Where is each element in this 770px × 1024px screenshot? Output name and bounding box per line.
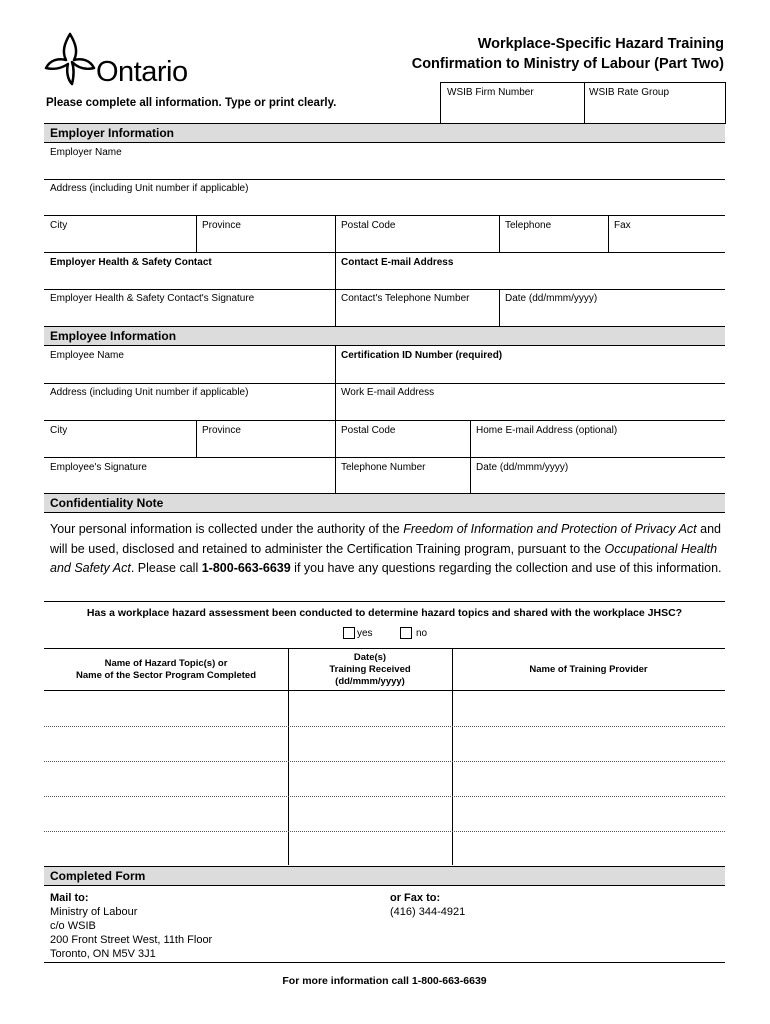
conf-text-1: Your personal information is collected under the authority of the: [50, 522, 404, 536]
training-date-header-line2: Training Received: [329, 664, 411, 675]
confidentiality-section-header: [44, 493, 725, 513]
hs-contact-field[interactable]: [44, 253, 335, 289]
contact-phone-label: Contact's Telephone Number: [341, 293, 470, 304]
employee-signature-label: Employee's Signature: [50, 462, 147, 473]
employer-date-field[interactable]: [499, 290, 725, 326]
home-email-label: Home E-mail Address (optional): [476, 425, 618, 436]
employer-postal-code-field[interactable]: [335, 216, 499, 252]
hs-contact-label: Employer Health & Safety Contact: [50, 257, 212, 268]
fax-number: (416) 344-4921: [390, 906, 466, 918]
fax-to-block: [390, 891, 465, 919]
completed-section-header: [44, 866, 725, 886]
confidentiality-text: [50, 520, 722, 579]
employee-date-field[interactable]: [470, 458, 725, 493]
hs-signature-label: Employer Health & Safety Contact's Signature: [50, 293, 255, 304]
employee-telephone-field[interactable]: [335, 458, 470, 493]
form-title-line2: Confirmation to Ministry of Labour (Part Two): [411, 56, 724, 72]
assessment-question: Has a workplace hazard assessment been conducted to determine hazard topics and shared with the workplace JHSC?: [86, 607, 683, 619]
employee-date-label: Date (dd/mmm/yyyy): [476, 462, 569, 473]
training-provider-header: [452, 664, 725, 676]
table-row[interactable]: [44, 797, 725, 830]
mail-address-line3: 200 Front Street West, 11th Floor: [50, 934, 213, 946]
divider: [44, 648, 725, 649]
conf-phone: 1-800-663-6639: [201, 561, 291, 575]
employee-postal-code-field[interactable]: [335, 421, 470, 457]
employer-telephone-field[interactable]: [499, 216, 608, 252]
employer-telephone-label: Telephone: [505, 220, 552, 231]
instructions: Please complete all information. Type or print clearly.: [46, 97, 337, 109]
divider: [196, 421, 197, 457]
conf-text-7: if you have any questions regarding the collection and use of this information.: [290, 561, 722, 575]
conf-text-4: Occupational Health and Safety Act: [50, 541, 718, 575]
training-date-header-line1: Date(s): [353, 652, 387, 663]
mail-address-line4: Toronto, ON M5V 3J1: [50, 948, 156, 960]
employer-postal-code-label: Postal Code: [341, 220, 396, 231]
conf-text-2: Freedom of Information and Protection of Privacy Act: [403, 522, 697, 536]
employee-province-field[interactable]: [196, 421, 335, 457]
no-label: no: [416, 628, 428, 639]
cert-id-label: Certification ID Number (required): [341, 350, 503, 361]
work-email-field[interactable]: [335, 384, 725, 420]
table-row[interactable]: [44, 691, 725, 725]
mail-to-block: [50, 891, 212, 961]
mail-to-label: Mail to:: [50, 892, 89, 904]
divider: [499, 290, 500, 326]
table-row[interactable]: [44, 762, 725, 795]
footer-info: For more information call 1-800-663-6639: [282, 975, 487, 987]
employee-telephone-label: Telephone Number: [341, 462, 426, 473]
contact-email-field[interactable]: [335, 253, 725, 289]
employee-name-label: Employee Name: [50, 350, 124, 361]
divider: [608, 216, 609, 252]
wsib-firm-number-label: WSIB Firm Number: [447, 87, 534, 98]
ontario-logo: [44, 30, 214, 90]
employer-fax-field[interactable]: [608, 216, 725, 252]
form-title-line1: Workplace-Specific Hazard Training: [477, 36, 724, 52]
training-provider-header-text: Name of Training Provider: [529, 664, 648, 675]
employee-name-field[interactable]: [44, 346, 335, 383]
cert-id-field[interactable]: [335, 346, 725, 383]
mail-address-line2: c/o WSIB: [50, 920, 96, 932]
table-row[interactable]: [44, 727, 725, 760]
completed-section-title: Completed Form: [50, 869, 146, 883]
employee-section-header: [44, 326, 725, 346]
employer-fax-label: Fax: [614, 220, 631, 231]
divider: [196, 216, 197, 252]
employer-name-label: Employer Name: [50, 147, 122, 158]
fax-to-label: or Fax to:: [390, 892, 441, 904]
wsib-rate-group-label: WSIB Rate Group: [589, 87, 670, 98]
mail-address-line1: Ministry of Labour: [50, 906, 138, 918]
no-checkbox[interactable]: [400, 627, 412, 639]
yes-label: yes: [357, 628, 373, 639]
wsib-firm-number-field[interactable]: [440, 82, 585, 124]
work-email-label: Work E-mail Address: [341, 387, 435, 398]
hs-signature-field[interactable]: [44, 290, 335, 326]
wsib-rate-group-field[interactable]: [583, 82, 726, 124]
employee-address-label: Address (including Unit number if applicable): [50, 387, 249, 398]
training-date-header-line3: (dd/mmm/yyyy): [335, 676, 405, 687]
employee-section-title: Employee Information: [50, 329, 177, 343]
employer-city-label: City: [50, 220, 68, 231]
employer-province-field[interactable]: [196, 216, 335, 252]
employer-name-field[interactable]: [44, 143, 725, 179]
hazard-topic-header-line1: Name of Hazard Topic(s) or: [104, 658, 228, 669]
table-row[interactable]: [44, 832, 725, 865]
divider: [44, 601, 725, 602]
employer-date-label: Date (dd/mmm/yyyy): [505, 293, 598, 304]
employee-province-label: Province: [202, 425, 241, 436]
employer-address-label: Address (including Unit number if applicable): [50, 183, 249, 194]
divider: [44, 962, 725, 963]
conf-text-5: . Please call: [130, 561, 202, 575]
home-email-field[interactable]: [470, 421, 725, 457]
employer-section-title: Employer Information: [50, 126, 175, 140]
employee-city-field[interactable]: [44, 421, 196, 457]
employee-address-field[interactable]: [44, 384, 335, 420]
logo-text: Ontario: [96, 56, 188, 88]
trillium-icon: [44, 30, 96, 86]
employer-province-label: Province: [202, 220, 241, 231]
employee-city-label: City: [50, 425, 68, 436]
conf-text-3: and will be used, disclosed and retained to administer the Certification Training program, pursuant to the: [50, 522, 721, 556]
confidentiality-section-title: Confidentiality Note: [50, 496, 164, 510]
employer-city-field[interactable]: [44, 216, 196, 252]
divider: [499, 216, 500, 252]
hazard-topic-header-line2: Name of the Sector Program Completed: [75, 670, 256, 681]
employer-address-field[interactable]: [44, 180, 725, 215]
contact-email-label: Contact E-mail Address: [341, 257, 454, 268]
yes-checkbox[interactable]: [343, 627, 355, 639]
contact-phone-field[interactable]: [335, 290, 499, 326]
training-date-header: [288, 652, 452, 688]
employer-section-header: [44, 123, 725, 143]
hazard-topic-header: [44, 658, 288, 682]
employee-signature-field[interactable]: [44, 458, 335, 493]
employee-postal-code-label: Postal Code: [341, 425, 396, 436]
